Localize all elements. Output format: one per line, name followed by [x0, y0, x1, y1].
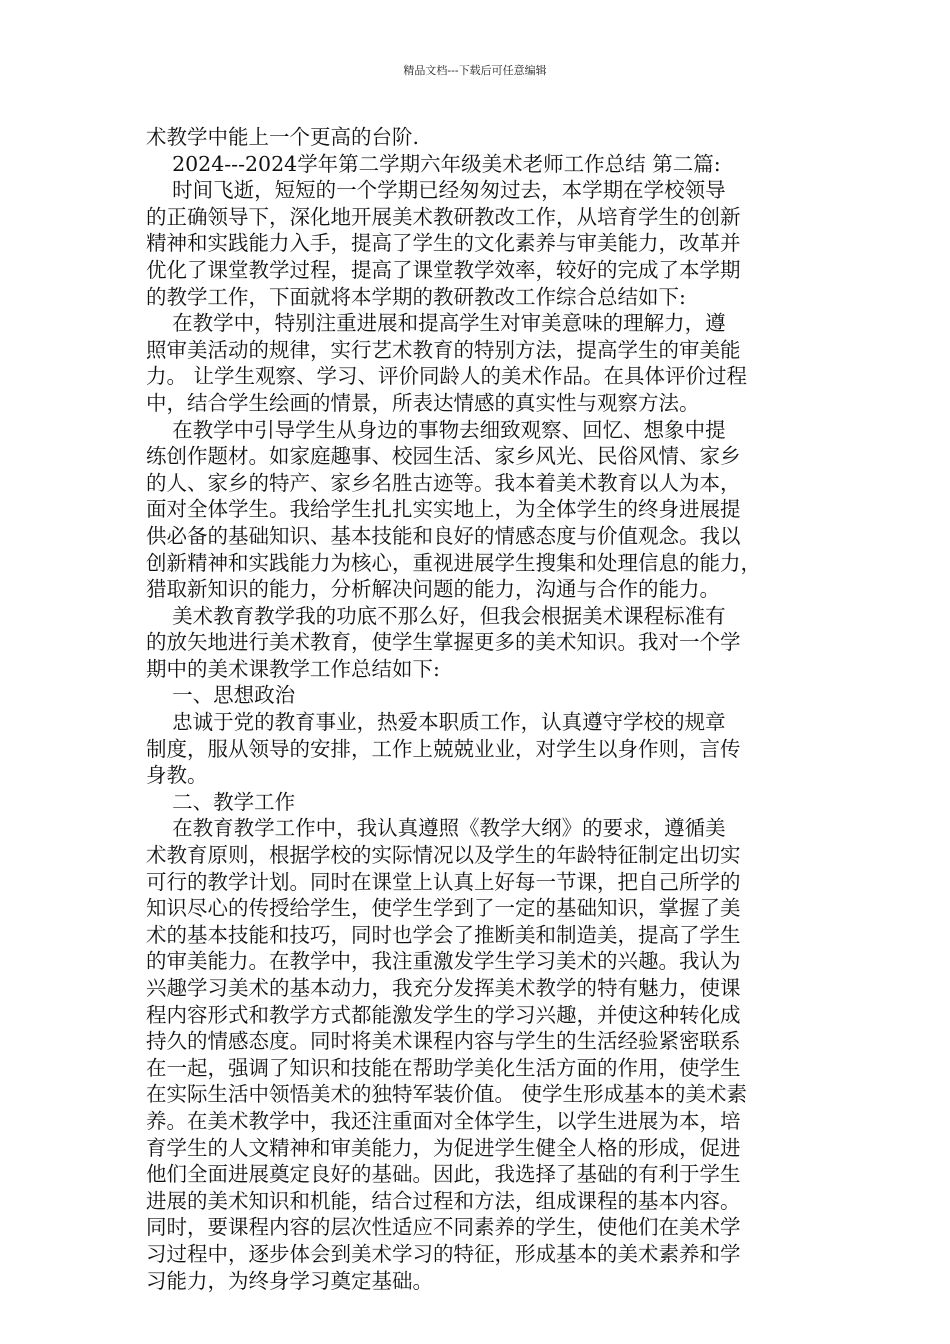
- text-line: 术教育原则，根据学校的实际情况以及学生的年龄特征制定出切实: [146, 843, 741, 868]
- text-line: 兴趣学习美术的基本动力，我充分发挥美术教学的特有魅力，使课: [146, 976, 741, 1000]
- text-line: 的审美能力。在教学中，我注重激发学生学习美术的兴趣。我认为: [146, 949, 741, 974]
- text-line: 同时，要课程内容的层次性适应不同素养的学生，使他们在美术学: [146, 1215, 741, 1240]
- text-line: 育学生的人文精神和审美能力，为促进学生健全人格的形成，促进: [146, 1135, 741, 1160]
- text-line: 术教学中能上一个更高的台阶.: [146, 125, 420, 149]
- text-line: 制度，服从领导的安排，工作上兢兢业业，对学生以身作则，言传: [146, 736, 741, 761]
- text-line: 在实际生活中领悟美术的独特军装价值。 使学生形成基本的美术素: [146, 1082, 748, 1107]
- text-line: 可行的教学计划。同时在课堂上认真上好每一节课，把自己所学的: [146, 869, 741, 894]
- text-line: 身教。: [146, 763, 208, 788]
- text-line: 持久的情感态度。同时将美术课程内容与学生的生活经验紧密联系: [146, 1029, 741, 1054]
- text-line: 在教学中引导学生从身边的事物去细致观察、回忆、想象中提: [146, 417, 726, 442]
- text-line: 时间飞逝，短短的一个学期已经匆匆过去，本学期在学校领导: [146, 178, 726, 203]
- text-line: 他们全面进展奠定良好的基础。因此，我选择了基础的有利于学生: [146, 1162, 741, 1187]
- text-line: 中，结合学生绘画的情景，所表达情感的真实性与观察方法。: [146, 390, 700, 415]
- text-line: 期中的美术课教学工作总结如下:: [146, 656, 440, 681]
- text-line: 习能力，为终身学习奠定基础。: [146, 1268, 433, 1293]
- text-line: 术的基本技能和技巧，同时也学会了推断美和制造美，提高了学生: [146, 922, 741, 947]
- text-line: 优化了课堂教学过程，提高了课堂教学效率，较好的完成了本学期: [146, 257, 741, 282]
- text-line: 精神和实践能力入手，提高了学生的文化素养与审美能力，改革并: [146, 231, 741, 256]
- text-line: 进展的美术知识和机能，结合过程和方法，组成课程的基本内容。: [146, 1188, 741, 1213]
- text-line: 在教学中，特别注重进展和提高学生对审美意味的理解力，遵: [146, 311, 726, 336]
- text-line: 忠诚于党的教育事业，热爱本职质工作，认真遵守学校的规章: [146, 710, 726, 735]
- section-heading: 二、教学工作: [146, 789, 296, 814]
- text-line: 知识尽心的传授给学生，使学生学到了一定的基础知识，掌握了美: [146, 896, 741, 921]
- text-line: 照审美活动的规律，实行艺术教育的特别方法，提高学生的审美能: [146, 337, 741, 362]
- text-line: 面对全体学生。我给学生扎扎实实地上，为全体学生的终身进展提: [146, 497, 741, 522]
- page-header: 精品文档---下载后可任意编辑: [403, 64, 547, 77]
- text-line: 创新精神和实践能力为核心，重视进展学生搜集和处理信息的能力，: [146, 550, 761, 575]
- text-line: 猎取新知识的能力，分析解决问题的能力，沟通与合作的能力。: [146, 577, 720, 602]
- text-line: 练创作题材。如家庭趣事、校园生活、家乡风光、民俗风情、家乡: [146, 444, 741, 469]
- text-line: 养。在美术教学中，我还注重面对全体学生，以学生进展为本，培: [146, 1108, 741, 1133]
- text-line: 的正确领导下，深化地开展美术教研教改工作，从培育学生的创新: [146, 204, 741, 229]
- text-line: 的教学工作，下面就将本学期的教研教改工作综合总结如下:: [146, 284, 686, 309]
- text-line: 在教育教学工作中，我认真遵照《教学大纲》的要求，遵循美: [146, 816, 726, 841]
- text-line: 习过程中，逐步体会到美术学习的特征，形成基本的美术素养和学: [146, 1241, 741, 1266]
- section-title: 2024---2024学年第二学期六年级美术老师工作总结 第二篇:: [146, 151, 721, 176]
- text-line: 力。 让学生观察、学习、评价同龄人的美术作品。在具体评价过程: [146, 364, 748, 389]
- text-line: 程内容形式和教学方式都能激发学生的学习兴趣，并使这种转化成: [146, 1002, 741, 1027]
- text-line: 供必备的基础知识、基本技能和良好的情感态度与价值观念。我以: [146, 523, 741, 548]
- text-line: 美术教育教学我的功底不那么好，但我会根据美术课程标准有: [146, 603, 726, 628]
- text-line: 的人、家乡的特产、家乡名胜古迹等。我本着美术教育以人为本，: [146, 470, 741, 495]
- text-line: 在一起，强调了知识和技能在帮助学美化生活方面的作用，使学生: [146, 1055, 741, 1080]
- document-body: [146, 124, 816, 1294]
- text-line: 的放矢地进行美术教育，使学生掌握更多的美术知识。我对一个学: [146, 630, 741, 655]
- section-heading: 一、思想政治: [146, 683, 296, 708]
